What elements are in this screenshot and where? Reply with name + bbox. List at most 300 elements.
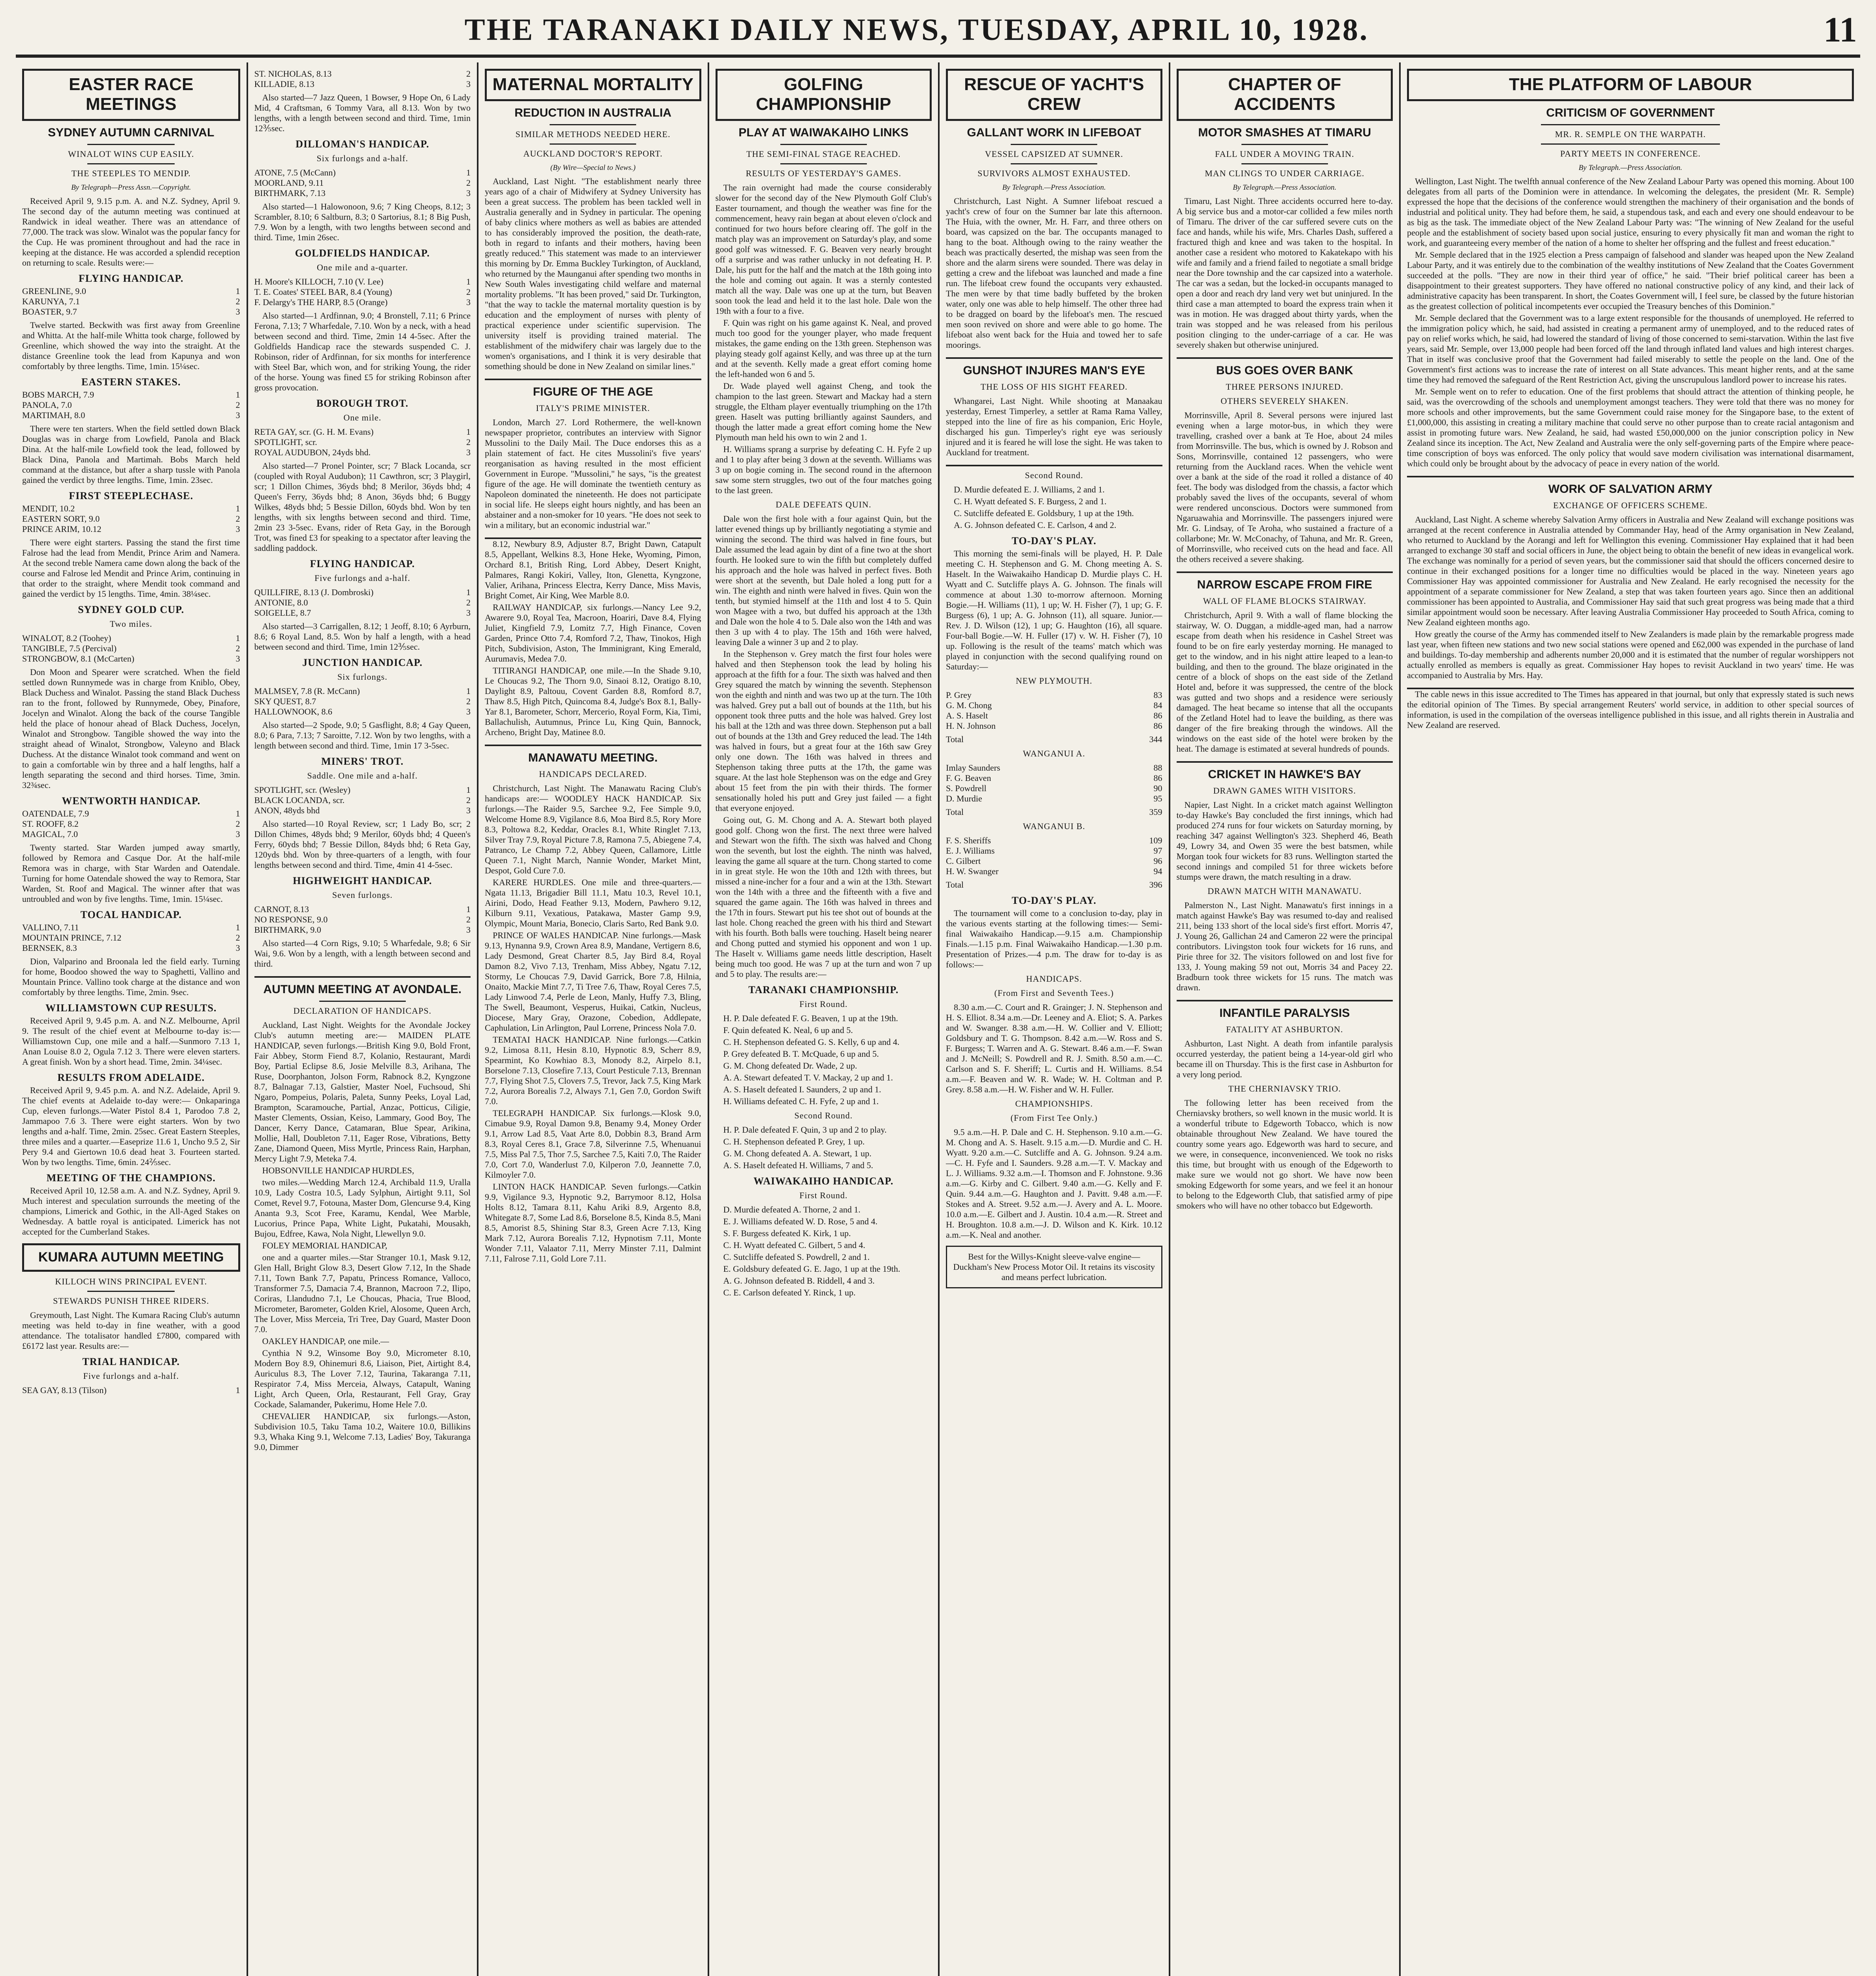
result-place: 2 xyxy=(466,178,471,188)
race-heading: JUNCTION HANDICAP. xyxy=(302,657,423,668)
result-place: 3 xyxy=(235,654,240,664)
result-row xyxy=(22,400,240,410)
result-name: F. S. Sheriffs xyxy=(946,835,991,845)
result-name: C. Gilbert xyxy=(946,856,981,866)
section-heading: TARANAKI CHAMPIONSHIP. xyxy=(748,984,899,996)
race-distance: Seven furlongs. xyxy=(332,890,393,900)
result-name: ATONE, 7.5 (McCann) xyxy=(254,168,336,177)
result-row xyxy=(254,914,471,925)
result-name: D. Murdie xyxy=(946,794,982,803)
headline-figure-of-age: FIGURE OF THE AGE xyxy=(533,385,653,398)
result-name: G. M. Chong xyxy=(946,700,992,710)
newspaper-page xyxy=(16,62,1860,1976)
result-place: 88 xyxy=(1153,763,1162,773)
result-row xyxy=(22,829,240,839)
race-heading: DILLOMAN'S HANDICAP. xyxy=(296,138,429,150)
race-results xyxy=(254,587,471,618)
result-place: 1 xyxy=(235,503,240,513)
team-heading: WANGANUI A. xyxy=(1023,749,1085,758)
result-name: BOASTER, 9.7 xyxy=(22,307,77,317)
paragraph: Twenty started. Star Warden jumped away smartly, followed by Remora and Casque Dor. At the half-mile Remora was in charge, with Star Warden and Oatendale. Turning for home Oatendale showed the way to Remora, Star Warden, St. Roof and Magical. The winner after that was untroubled and won by five lengths. Time, 1min. 15¼sec. xyxy=(22,843,240,904)
result-name: BIRTHMARK, 9.0 xyxy=(254,925,321,935)
list-item: E. Goldsbury defeated G. E. Jago, 1 up at the 19th. xyxy=(723,1264,900,1274)
paragraph: There were ten starters. When the field settled down Black Douglas was in charge from Lowfield, Panola and Black Dina. At the half-mile Lowfield took the lead, followed by Black Dina, Panola and Martimah. Bobs March held command at the distance, but after a sharp tussle with Panola gained the verdict by three lengths. Time, 1min. 23sec. xyxy=(22,424,240,485)
paragraph: F. Quin was right on his game against K. Neal, and proved much too good for the younger player, who made frequent mistakes, the game ending on the 13th green. Stephenson was playing steady golf against Kelly, and was three up at the turn and at the seventh. Kelly made a great effort coming home the left-handed won 6 and 5. xyxy=(715,318,932,379)
result-row xyxy=(254,785,471,795)
race-results xyxy=(22,390,240,420)
team-heading: NEW PLYMOUTH. xyxy=(1015,676,1092,686)
paragraph: Greymouth, Last Night. The Kumara Racing Club's autumn meeting was held to-day in fine weather, with a good attendance. The totalisator handled £7800, compared with £6172 last year. Results are:— xyxy=(22,1310,240,1351)
divider xyxy=(1241,144,1328,145)
result-row xyxy=(946,700,1162,711)
result-name: EASTERN SORT, 9.0 xyxy=(22,514,100,524)
result-name: PRINCE ARIM, 10.12 xyxy=(22,524,102,534)
result-row xyxy=(946,794,1162,804)
paragraph: There were eight starters. Passing the stand the first time Falrose had the lead from Mendit, Prince Arim and Namera. At the second treble Namera came down along the back of the course and Falrose led Mendit and Prince Arim, continuing in that order to the straight, where Mendit took command and gained the verdict by 15 lengths. Time, 4min. 38¼sec. xyxy=(22,537,240,599)
subhead: REDUCTION IN AUSTRALIA xyxy=(514,106,672,119)
result-row xyxy=(946,763,1162,773)
divider xyxy=(87,163,175,164)
list-item: C. H. Wyatt defeated S. F. Burgess, 2 and 1. xyxy=(954,496,1107,506)
paragraph: Morrinsville, April 8. Several persons were injured last evening when a large motor-bus, in which they were travelling, crashed over a bank at Te Hoe, about 24 miles from Morrinsville. The bus, which is owned by J. Robson and Sons, Morrinsville, contained 12 passengers, who were returning from the Auckland races. When the vehicle went over a bank at the side of the road it rolled a distance of 40 feet. The body was dislodged from the chassis, a factor which probably saved the lives of the occupants, several of whom were rendered unconscious. Doctors were summoned from Ngaruawahia and Morrinsville. The passengers injured were Mr. G. Lindsay, of Te Aroha, who sustained a fracture of a collarbone; Mr. W. McConachy, of Tahuna, and Mr. R. Green, of Morrinsville, who received cuts on the head and face. All the others received a severe shaking. xyxy=(1176,410,1393,564)
byline: By Telegraph.—Press Association. xyxy=(1002,183,1106,192)
result-place: 2 xyxy=(235,933,240,943)
race-results xyxy=(254,69,471,89)
byline: (By Wire—Special to News.) xyxy=(550,164,636,172)
column-7 xyxy=(1399,62,1860,1976)
paragraph: LINTON HACK HANDICAP. Seven furlongs.—Catkin 9.9, Vigilance 9.3, Hypnotic 9.2, Barrymoor 8.12, Holsa Holts 8.12, Tamara 8.11, Kahu Ariki 8.9, Argento 8.8, Whitegate 8.7, Some Lad 8.6, Borselone 8.5, Kinda 8.5, Mani 8.5, Amorist 8.5, Shining Star 8.3, Green Acre 7.13, King Mark 7.12, Aurora Borealis 7.12, Hypnotism 7.11, Monte Wonder 7.11, Valaator 7.11, Merry Minster 7.11, Dalmint 7.11, Falrose 7.11, Gold Lore 7.11. xyxy=(485,1182,701,1263)
paragraph: two miles.—Wedding March 12.4, Archibald 11.9, Uralla 10.9, Lady Costra 10.5, Lady Sylphun, Airtight 9.11, Sol Comet, Revel 9.7, Fotouna, Master Dom, Glencurse 9.4, King Ananta 9.3, Scot Free, Karamu, Kendal, Wee Marble, Lucorius, Prince Papa, White Light, Pukatahi, Mousakh, Bujou, Edfree, Kawa, Nola Night, Llewellyn 9.0. xyxy=(254,1177,471,1239)
race-results xyxy=(22,809,240,839)
result-place: 359 xyxy=(1149,807,1162,817)
result-row xyxy=(254,805,471,816)
paragraph: Auckland, Last Night. "The establishment nearly three years ago of a chair of Midwifery at Sydney University has been a great success. The problem has been tackled well in Australia generally and in Sydney in particular. The opening of baby clinics where mothers as well as babies are attended to has considerably improved the position, the death-rate, both in regard to infants and their mothers, having been greatly reduced." This statement was made to an interviewer this morning by Dr. Emma Buckley Turkington, of Auckland, who returned by the Maunganui after spending two months in New South Wales investigating child welfare and maternal mortality problems. "It has been proved," said Dr. Turkington, "that the way to tackle the maternal mortality question is by education and the employment of nurses with plenty of practical experience under scientific supervision. The university itself is providing trained material. The establishment of the midwifery chair was largely due to the women's organisations, and I think it is very desirable that something should be done in New Zealand on similar lines." xyxy=(485,176,701,371)
result-row xyxy=(22,933,240,943)
column-6 xyxy=(1169,62,1399,1976)
column-5 xyxy=(938,62,1169,1976)
subhead: FATALITY AT ASHBURTON. xyxy=(1226,1024,1343,1034)
result-row xyxy=(946,711,1162,721)
subhead: DRAWN GAMES WITH VISITORS. xyxy=(1213,786,1356,796)
result-name: WINALOT, 8.2 (Toohey) xyxy=(22,633,111,643)
result-row xyxy=(254,795,471,805)
round-heading: Second Round. xyxy=(1025,470,1083,480)
list-item: F. Quin defeated K. Neal, 6 up and 5. xyxy=(723,1025,853,1035)
result-place: 1 xyxy=(235,809,240,818)
result-name: H. W. Swanger xyxy=(946,866,999,876)
result-place: 109 xyxy=(1149,835,1162,845)
divider xyxy=(1177,1000,1393,1001)
list-item: A. A. Stewart defeated T. V. Mackay, 2 up and 1. xyxy=(723,1073,893,1082)
divider xyxy=(1177,761,1393,763)
result-place: 1 xyxy=(235,922,240,932)
list-item: G. M. Chong defeated A. A. Stewart, 1 up. xyxy=(723,1148,872,1158)
paragraph: TEMATAI HACK HANDICAP. Nine furlongs.—Catkin 9.2, Limosa 8.11, Hesin 8.10, Hypnotic 8.9, Scherr 8.9, Spearmint, Ko Kowhiao 8.3, Monody 8.2, Airpelo 8.1, Borselone 7.13, Closefire 7.13, Court Pesticule 7.13, Brennan 7.7, Flying Shot 7.5, Clovers 7.5, Trevor, Jack 7.5, King Mark 7.2, Aurora Borealis 7.2, Always 7.1, Gen 7.0, Gordon Swift 7.0. xyxy=(485,1035,701,1106)
paragraph: TELEGRAPH HANDICAP. Six furlongs.—Klosk 9.0, Cimabue 9.9, Royal Damon 9.8, Benamy 9.4, Money Order 9.1, Arrow Lad 8.5, Vaat Arte 8.0, Dobbin 8.3, Brand Arm 8.3, Royal Ceres 8.1, Grace 7.8, Silverinne 7.5, Whenuanui 7.5, Miss Pal 7.5, Thor 7.5, Sarchee 7.5, Kaiti 7.0, The Raider 7.0, Cort 7.0, Wanderlust 7.0, Kilperon 7.0, Jeannette 7.0, Kilmoyler 7.0. xyxy=(485,1108,701,1180)
result-row xyxy=(946,773,1162,783)
result-place: 3 xyxy=(235,524,240,534)
race-heading: FLYING HANDICAP. xyxy=(310,558,415,569)
result-name: A. S. Haselt xyxy=(946,711,988,720)
headline-fire: NARROW ESCAPE FROM FIRE xyxy=(1197,578,1372,591)
list-item: H. P. Dale defeated F. G. Beaven, 1 up at the 19th. xyxy=(723,1013,898,1023)
paragraph: one and a quarter miles.—Star Stranger 10.1, Mask 9.12, Glen Hall, Bright Glow 8.3, Desert Glow 7.12, In the Shade 7.11, Town Bank 7.7, Papatu, Princess Romance, Valloco, Transformer 7.5, Damacia 7.4, Brannon, Macroon 7.2, Ilipo, Coriras, Llandudno 7.1, Le Choucas, Phacia, True Blood, Micrometer, Barometer, Golden Kriel, Alosome, Queen Arch, The Lover, Miss Merceia, Tri Tree, Day Guard, Master Doon 7.0. xyxy=(254,1252,471,1334)
result-row xyxy=(254,178,471,188)
list-item: H. Williams defeated C. H. Fyfe, 2 up and 1. xyxy=(723,1096,879,1106)
result-name: QUILLFIRE, 8.13 (J. Dombroski) xyxy=(254,587,374,597)
headline-salvation-army: WORK OF SALVATION ARMY xyxy=(1548,483,1713,496)
result-place: 2 xyxy=(466,437,471,447)
race-distance: Six furlongs and a-half. xyxy=(316,153,409,163)
divider xyxy=(1407,476,1854,477)
race-distance: Five furlongs and a-half. xyxy=(83,1371,179,1381)
race-heading: RESULTS FROM ADELAIDE. xyxy=(57,1072,205,1083)
list-item: D. Murdie defeated E. J. Williams, 2 and 1. xyxy=(954,485,1105,494)
team-scores xyxy=(946,690,1162,731)
result-name: MOORLAND, 9.11 xyxy=(254,178,324,188)
result-place: 3 xyxy=(466,447,471,457)
subhead: THREE PERSONS INJURED. xyxy=(1226,382,1344,392)
list-item: C. H. Wyatt defeated C. Gilbert, 5 and 4. xyxy=(723,1240,865,1250)
subhead: ITALY'S PRIME MINISTER. xyxy=(536,403,650,413)
headline-kumara: KUMARA AUTUMN MEETING xyxy=(22,1243,240,1272)
result-name: ANTONIE, 8.0 xyxy=(254,598,308,607)
paragraph: Received April 9, 9.45 p.m. A. and N.Z. Adelaide, April 9. The chief events at Adelaide to-day were:— Onkaparinga Cup, eleven furlongs.—Water Pistol 8.4 1, Parodoo 7.8 2, Jammapoo 7.6 3. There were eight starters. Won by two lengths and a-half. Time, 2min. 25sec. Great Eastern Steeples, three miles and a quarter.—Easeprize 11.6 1, Uncho 9.5 2, Sir Pery 9.4 and Giertown 10.6 dead heat 3. Fourteen started. Won by two lengths. Time, 6min. 24⅖sec. xyxy=(22,1085,240,1167)
subhead: HANDICAPS DECLARED. xyxy=(539,769,647,779)
paragraph: Going out, G. M. Chong and A. A. Stewart both played good golf. Chong won the first. The next three were halved and Stewart won the fifth. The sixth was halved and Chong won the seventh, but lost the eighth. The ninth was halved, leaving the game all square at the turn. Chong started to come in in great style. He won the 10th and 12th with threes, but missed a nine-incher for a four and a win at the 13th. Stewart won the 14th with a three and the fifteenth with a five and squared the game again. The 16th was halved in threes and the 17th in fours. Stewart put his tee shot out of bounds at the last hole. Chong reached the green with his third and Stewart with his fourth. Both balls were touching. Haselt being nearer and Chong putted and stymied his opponent and won 1 up. The Haselt v. Williams game needs little description, Haselt being much too good. He was 7 up at the turn and won 7 up and 5 to play. The results are:— xyxy=(715,815,932,979)
result-row xyxy=(254,696,471,707)
paragraph: Received April 9, 9.15 p.m. A. and N.Z. Sydney, April 9. The second day of the autumn meeting was continued at Randwick in ideal weather. There was an attendance of 77,000. The track was slow. Winalot was the popular fancy for the Cup. He was prominent throughout and had the race in keeping at the distance. He was accorded a splendid reception on returning to scale. Results were:— xyxy=(22,196,240,268)
result-place: 2 xyxy=(235,819,240,829)
paragraph: In the Stephenson v. Grey match the first four holes were halved and then Stephenson took the lead by holing his approach at the fifth for a four. The sixth was halved and then Grey squared the match by winning the seventh. Stephenson won the eighth and ninth and was two up at the turn. The 10th was halved. Grey put a ball out of bounds at the 11th, but his opponent took three putts and the hole was halved. Grey lost his ball at the 12th and was three down. Stephenson put a ball out of bounds at the 13th and Grey reduced the lead. The 14th was halved in fours, but a great four at the 16th saw Grey only one down. The 16th was halved in threes and Stephenson taking three putts at the 17th, the game was square. At the last hole Stephenson was on the edge and Grey about 15 feet from the pin with their thirds. The former sensationally holed his putt and Grey just failed — a fight that everyone enjoyed. xyxy=(715,649,932,813)
result-name: ROYAL AUDUBON, 24yds bhd. xyxy=(254,447,371,457)
subhead: AUCKLAND DOCTOR'S REPORT. xyxy=(523,149,663,158)
result-row xyxy=(22,307,240,317)
headline-manawatu: MANAWATU MEETING. xyxy=(528,751,658,764)
section-heading: HANDICAPS. xyxy=(1026,974,1082,984)
result-name: RETA GAY, scr. (G. H. M. Evans) xyxy=(254,427,374,437)
team-scores xyxy=(946,835,1162,877)
result-row xyxy=(254,707,471,717)
result-place: 1 xyxy=(235,1385,240,1395)
list-item: C. E. Carlson defeated Y. Rinck, 1 up. xyxy=(723,1288,856,1297)
paragraph: PRINCE OF WALES HANDICAP. Nine furlongs.—Mask 9.13, Hynanna 9.9, Crown Area 8.9, Mandane, Vertigern 8.6, Lady Desmond, Great Charter 8.5, Jay Bird 8.4, Royal Damon 8.2, Vivo 7.13, Trenham, Miss Abbey, Ngatu 7.12, Stormy, Le Choucas 7.9, David Garrick, Bore 7.8, Hilnia, Onaito, Mackie Mint 7.7, Ti Tree 7.6, Thaw, Royal Ceres 7.5, Lady Linwood 7.4, Perle de Leon, Manly, Huffy 7.3, Bling, The Swell, Beaumont, Vesperus, Huikai, Catkin, Nucleus, Diocese, Mary Gray, Orazone, Cobedion, Addlepate, Caphulation, Lin Arlington, Paul Lorrene, Princess Nola 7.0. xyxy=(485,930,701,1033)
headline-easter-race: EASTER RACE MEETINGS xyxy=(22,69,240,121)
result-place: 97 xyxy=(1153,846,1162,856)
race-results xyxy=(254,785,471,816)
section-heading: TO-DAY'S PLAY. xyxy=(1011,535,1096,547)
divider xyxy=(946,357,1162,359)
result-row xyxy=(22,524,240,534)
divider xyxy=(485,379,701,380)
list-item: C. H. Stephenson defeated G. S. Kelly, 6 up and 4. xyxy=(723,1037,900,1047)
paragraph: Timaru, Last Night. Three accidents occurred here to-day. A big service bus and a motor-car collided a few miles north of Timaru. The driver of the car suffered severe cuts on the face and hands, while his wife, Mrs. Charles Dash, suffered a fractured thigh and knee and was taken to the hospital. In another case a resident who motored to Kakatekapo with his wife and family and a friend failed to negotiate a small bridge near the Dore township and the car capsized into a waterhole. The car was a sedan, but the locked-in occupants managed to open a door and reach dry land very wet but uninjured. In the third case a man attempted to board the express train when it was in motion. He was dragged about thirty yards, when the train was stopped and he was released from his perilous position clinging to the under-carriage of a car. He was severely shaken but otherwise uninjured. xyxy=(1176,196,1393,350)
paragraph: Cynthia N 9.2, Winsome Boy 9.0, Micrometer 8.10, Modern Boy 8.9, Ohinemuri 8.6, Liaison, Piet, Airtight 8.4, Auriculus 8.3, The Lover 7.12, Taurina, Takaranga 7.11, Respirator 7.4, Miss Merceia, Always, Catapult, Waning Light, Arch Queen, Orla, Restaurant, Fell Gray, Gray Cockade, Salamander, Pukerimu, Home Hele 7.0. xyxy=(254,1348,471,1409)
result-place: 1 xyxy=(466,686,471,696)
team-total xyxy=(946,880,1162,890)
paragraph: TITIRANGI HANDICAP, one mile.—In the Shade 9.10, Le Choucas 9.2, The Thorn 9.0, Sinaoi 8.12, Oratigo 8.10, Daylight 8.9, Paltouu, Covent Garden 8.8, Romford 8.7, Thaw 8.5, High Pitch, Quincoma 8.4, Judge's Box 8.1, Bally-Yar 8.1, Barometer, Schorr, Mercerio, Royal Form, Kia, Timi, Ballachulish, Autumnus, Prince Lu, King Quin, Bannock, Archeno, Bright Day, Matinee 8.0. xyxy=(485,666,701,737)
result-row xyxy=(946,846,1162,856)
result-name: SKY QUEST, 8.7 xyxy=(254,696,316,706)
race-heading: FLYING HANDICAP. xyxy=(79,273,184,284)
result-name: Total xyxy=(946,734,964,744)
headline-avondale: AUTUMN MEETING AT AVONDALE. xyxy=(263,983,462,996)
race-distance: Two miles. xyxy=(110,619,153,629)
divider xyxy=(254,976,471,978)
result-name: GREENLINE, 9.0 xyxy=(22,286,86,296)
result-place: 2 xyxy=(466,598,471,607)
newspaper-title: THE TARANAKI DAILY NEWS, TUESDAY, APRIL 10, 1928. xyxy=(464,12,1369,47)
result-name: S. Powdrell xyxy=(946,783,987,793)
team-total xyxy=(946,734,1162,745)
race-heading: HOBSONVILLE HANDICAP HURDLES, xyxy=(262,1165,414,1175)
result-name: MARTIMAH, 8.0 xyxy=(22,410,85,420)
result-name: SOIGELLE, 8.7 xyxy=(254,608,311,618)
paragraph: Also started—3 Carrigallen, 8.12; 1 Jeoff, 8.10; 6 Ayrburn, 8.6; 6 Royal Land, 8.5. Won by half a length, with a head between second and third. Time, 1min 12⅗sec. xyxy=(254,621,471,652)
subhead: KILLOCH WINS PRINCIPAL EVENT. xyxy=(55,1276,207,1286)
result-row xyxy=(22,943,240,953)
race-heading: WENTWORTH HANDICAP. xyxy=(62,795,201,807)
race-results xyxy=(22,503,240,534)
list-item: A. G. Johnson defeated C. E. Carlson, 4 and 2. xyxy=(954,520,1117,530)
result-row xyxy=(254,277,471,287)
match-list xyxy=(946,485,1162,530)
race-results xyxy=(22,1385,240,1395)
divider xyxy=(1177,357,1393,359)
result-name: T. E. Coates' STEEL BAR, 8.4 (Young) xyxy=(254,287,392,297)
subhead: THE SEMI-FINAL STAGE REACHED. xyxy=(746,149,901,159)
subhead: WINALOT WINS CUP EASILY. xyxy=(68,149,194,159)
result-name: OATENDALE, 7.9 xyxy=(22,809,89,818)
column-2 xyxy=(247,62,477,1976)
divider xyxy=(780,144,867,145)
race-results xyxy=(254,168,471,198)
subhead: DECLARATION OF HANDICAPS. xyxy=(293,1006,432,1016)
result-place: 2 xyxy=(466,795,471,805)
result-name: SEA GAY, 8.13 (Tilson) xyxy=(22,1385,107,1395)
result-place: 94 xyxy=(1153,866,1162,876)
subhead: GALLANT WORK IN LIFEBOAT xyxy=(967,126,1141,139)
result-row xyxy=(22,819,240,829)
result-place: 396 xyxy=(1149,880,1162,890)
match-list xyxy=(716,1205,932,1298)
result-place: 2 xyxy=(466,287,471,297)
page-number: 11 xyxy=(1823,10,1857,49)
paragraph: Mr. Semple declared that the Government was to a large extent responsible for the thousands of unemployed. He referred to the immigration policy which, he said, had assisted in creating a permanent army of unemployed, and to the reduced rates of pay on relief works which, he said, had lowered the standard of living of those concerned to semi-starvation. Within the last five years, said Mr. Semple, over 13,000 people had been forced off the land through inflated land values and high interest charges. That in itself was conclusive proof that the Government had failed miserably to settle the people on the land. One of the Government's first actions was to increase the rate of interest on all State advances. This meant higher rents, and at the same time they had removed the safeguard of the Rent Restriction Act, giving the unscrupulous landlord power to increase his rates. xyxy=(1407,313,1854,385)
result-row xyxy=(254,287,471,297)
race-results xyxy=(22,633,240,664)
subhead: (From First Tee Only.) xyxy=(1010,1113,1098,1123)
result-place: 1 xyxy=(235,633,240,643)
subhead: SIMILAR METHODS NEEDED HERE. xyxy=(515,129,671,139)
paragraph: 8.12, Newbury 8.9, Adjuster 8.7, Bright Dawn, Catapult 8.5, Appellant, Welkins 8.3, Hone Heke, Wyoming, Pimon, Orchard 8.1, British Ring, Lord Abbey, Desert Knight, Palmares, Rangi Kokiri, Valley, Iton, Glenetta, Kyngzone, Valier, Arihana, Princess Electra, Kerry Dance, Miss Mavis, Bright Comet, Air King, Wee Marble 8.0. xyxy=(485,539,701,600)
list-item: P. Grey defeated B. T. McQuade, 6 up and 5. xyxy=(723,1049,879,1059)
result-name: KILLADIE, 8.13 xyxy=(254,79,315,89)
race-heading: MEETING OF THE CHAMPIONS. xyxy=(46,1172,216,1184)
subhead: RESULTS OF YESTERDAY'S GAMES. xyxy=(746,168,902,178)
divider xyxy=(485,745,701,746)
result-row xyxy=(22,922,240,933)
result-name: Total xyxy=(946,880,964,890)
race-heading: BOROUGH TROT. xyxy=(316,398,409,409)
paragraph: Also started—1 Ardfinnan, 9.0; 4 Bronstell, 7.11; 6 Prince Ferona, 7.13; 7 Wharfedale, 7.10. Won by a neck, with a head between second and third. Time, 2min 14 4-5sec. After the Goldfields Handicap race the stewards suspended C. J. Robinson, rider of Ardfinnan, for six months for interference with Steel Bar, which won, and for striking Young, the rider of the horse. Young was fined £5 for striking Robinson after gross provocation. xyxy=(254,311,471,392)
subhead: THE STEEPLES TO MENDIP. xyxy=(71,168,191,178)
race-heading: GOLDFIELDS HANDICAP. xyxy=(295,247,430,259)
result-row xyxy=(254,925,471,935)
paragraph: Received April 9, 9.45 p.m. A. and N.Z. Melbourne, April 9. The result of the chief event at Melbourne to-day is:— Williamstown Cup, one mile and a half.—Sunmoro 7.13 1, Anan Louise 8.0 2, Ogula 7.12 3. There were eleven starters. A great finish. Won by a short head. Time, 2min. 34¼sec. xyxy=(22,1016,240,1067)
result-place: 2 xyxy=(466,696,471,706)
race-results xyxy=(22,286,240,317)
masthead xyxy=(24,8,1857,51)
byline: By Telegraph.—Press Association. xyxy=(1233,183,1337,192)
paragraph: How greatly the course of the Army has commended itself to New Zealanders is made plain by the remarkable progress made last year, when fifteen new stations and two new social stations were opened and £62,000 was expended in the purchase of land and buildings. To-day membership and adherents number 20,000 and it is estimated that the number of regular worshippers not actually enrolled as members is equally as great. Commissioner Hay hopes to revisit Auckland in two years' time. He was accompanied to Australia by Mrs. Hay. xyxy=(1407,629,1854,680)
result-place: 1 xyxy=(466,168,471,177)
result-row xyxy=(254,904,471,914)
result-name: F. Delargy's THE HARP, 8.5 (Orange) xyxy=(254,297,388,307)
match-list xyxy=(716,1013,932,1107)
section-heading: WAIWAKAIHO HANDICAP. xyxy=(753,1175,894,1187)
paragraph: Twelve started. Beckwith was first away from Greenline and Whitta. At the half-mile Whitta took charge, followed by Greenline, which showed the way into the straight. At the distance Greenline took the lead from Kapunya and won comfortably by three lengths. Time, 1min. 15¼sec. xyxy=(22,320,240,371)
result-place: 1 xyxy=(235,390,240,400)
motor-oil-advertisement: Best for the Willys-Knight sleeve-valve engine—Duckham's New Process Motor Oil. It retains its viscosity and means perfect lubrication. xyxy=(946,1246,1162,1288)
headline-paralysis: INFANTILE PARALYSIS xyxy=(1219,1007,1350,1020)
result-row xyxy=(946,856,1162,866)
race-heading: FIRST STEEPLECHASE. xyxy=(69,490,194,502)
divider xyxy=(87,1291,175,1292)
result-row xyxy=(946,807,1162,817)
subhead: DALE DEFEATS QUIN. xyxy=(776,500,872,509)
list-item: E. J. Williams defeated W. D. Rose, 5 and 4. xyxy=(723,1216,878,1226)
subhead: SYDNEY AUTUMN CARNIVAL xyxy=(48,126,215,139)
divider xyxy=(1177,571,1393,573)
paragraph: Also started—7 Jazz Queen, 1 Bowser, 9 Hope On, 6 Lady Mid, 4 Craftsman, 6 Tommy Vara, all 8.13. Won by two lengths, with a length between second and third. Time, 1min 12⅗sec. xyxy=(254,92,471,133)
result-place: 83 xyxy=(1153,690,1162,700)
round-heading: First Round. xyxy=(799,1190,848,1200)
result-row xyxy=(22,643,240,654)
race-heading: TOCAL HANDICAP. xyxy=(80,909,182,920)
paragraph: The rain overnight had made the course considerably slower for the second day of the New Plymouth Golf Club's Easter tournament, and though the weather was fine for the commencement, heavy rain began at about eleven o'clock and continued for two hours before clearing off. The golf in the match play was an improvement on Saturday's play, and some good golf was witnessed. F. G. Beaven very nearly brought off a surprise and was rather unlucky in not defeating H. P. Dale, his putt for the half and the match at the 18th going into the hole and coming out again. It was a sternly contested match all the way. Dale was one up at the turn, but Beaven soon took the lead and held it to the last hole. Dale won the 19th with a four to a five. xyxy=(715,183,932,316)
race-heading: OAKLEY HANDICAP, one mile.— xyxy=(262,1336,389,1346)
divider xyxy=(1011,144,1097,145)
result-row xyxy=(22,809,240,819)
subhead: VESSEL CAPSIZED AT SUMNER. xyxy=(985,149,1123,159)
paragraph: Also started—1 Halowonoon, 9.6; 7 King Cheops, 8.12; 3 Scrambler, 8.10; 6 Saltburn, 8.3; 0 Sartorius, 8.1; 8 Big Push, 7.9. Won by a length, with two lengths between second and third. Time, 1min 26sec. xyxy=(254,202,471,242)
result-place: 1 xyxy=(466,785,471,795)
paragraph: The following letter has been received from the Cherniavsky brothers, so well known in the music world. It is a wonderful tribute to Edgeworth Tobacco, which is now obtainable throughout New Zealand. We have toured the country some years ago. Edgeworth was hard to secure, and we were, in consequence, inconvenienced. We took no risks this time, but brought with us enough of the Edgeworth to make sure we would not go short. We have now been smoking Edgeworth for some years, and we feel it an honour to belong to the Edgeworth Club, that satisfied army of pipe smokers who will have no other tobacco but Edgeworth. xyxy=(1176,1098,1393,1210)
round-heading: First Round. xyxy=(799,999,848,1009)
result-place: 86 xyxy=(1153,721,1162,731)
list-item: A. S. Haselt defeated H. Williams, 7 and 5. xyxy=(723,1160,873,1170)
paragraph: 9.5 a.m.—H. P. Dale and C. H. Stephenson. 9.10 a.m.—G. M. Chong and A. S. Haselt. 9.15 a.m.—D. Murdie and C. H. Wyatt. 9.20 a.m.—C. Sutcliffe and A. G. Johnson. 9.24 a.m.—C. H. Fyfe and I. Saunders. 9.28 a.m.—T. V. Mackay and L. J. Williams. 9.32 a.m.—I. Thomson and F. Johnstone. 9.36 a.m.—G. Kirby and C. Gilbert. 9.40 a.m.—G. Kelly and F. Quin. 9.44 a.m.—G. Haughton and J. Pavitt. 9.48 a.m.—F. Stokes and A. Street. 9.52 a.m.—J. Avery and A. L. Moore. 10.0 a.m.—E. Gilbert and J. Austin. 10.4 a.m.—R. Street and H. Broughton. 10.8 a.m.—J. D. Wilson and K. Kirk. 10.12 a.m.—K. Neal and another. xyxy=(946,1127,1162,1240)
subhead: WALL OF FLAME BLOCKS STAIRWAY. xyxy=(1203,596,1366,606)
paragraph: Mr. Semple went on to refer to education. One of the first problems that should attract the attention of thinking people, he said, was the overcrowding of the schools and unemployment amongst teachers. They were told that there was no money for more schools and other improvements, but the same Government could raise money for the Singapore base, to the extent of £1,000,000, this assisting in creating a military machine that could serve no other purpose than to create racial antagonism and assist in promoting future wars. New Zealand, he said, had wasted £50,000,000 on the junior conscription policy in New Zealand since its inception. The Act, New Zealand and Australia were the only self-governing parts of the Empire where peace-time conscription of boys was enforced. The only policy that would save modern civilisation was international disarmament, which could only be brought about by the advocacy of peace in every nation of the world. xyxy=(1407,387,1854,468)
headline-maternal-mortality: MATERNAL MORTALITY xyxy=(485,69,701,101)
paragraph: Auckland, Last Night. Weights for the Avondale Jockey Club's autumn meeting are:— MAIDEN PLATE HANDICAP, seven furlongs.—British King 9.0, Bold Front, Fair Abbey, Storm Fiend 8.7, Kolanio, Restaurant, Mardi Boy, Partial Eclipse 8.6, Josie Melville 8.3, Arihana, The Ruse, Doorphanton, Jolson Form, Rabnock 8.2, Kyngzone 8.7, Balnagar 7.13, Galstier, Master Noel, Fuchsoud, Shi Ngaro, Pompeius, Polaris, Paleta, Sunny Peeks, Loyal Lad, Brampton, Scaramouche, Partial, Anzac, Potticus, Ciligie, Master Clements, Ossian, Keiso, Lammary, Good Boy, The Dancer, Kerry Dance, Catamaran, Blue Spear, Arikina, Mollie, Hall, Doubleton 7.11, Eager Rose, Vibrations, Betty Zane, Diamond Queen, Miss Myrtle, Princess Rain, Harphan, Mercy Light 7.9, Meteka 7.4. xyxy=(254,1020,471,1163)
result-name: BOBS MARCH, 7.9 xyxy=(22,390,94,400)
result-place: 3 xyxy=(466,608,471,618)
masthead-rule xyxy=(16,55,1860,58)
headline-cricket: CRICKET IN HAWKE'S BAY xyxy=(1208,768,1362,781)
paragraph: Whangarei, Last Night. While shooting at Manaakau yesterday, Ernest Timperley, a settler at Rama Rama Valley, stepped into the line of fire as his companion, Eric Hoyle, discharged his gun. Timperley's right eye was seriously injured and it is feared he will lose the sight. He was taken to Auckland for treatment. xyxy=(946,396,1162,457)
paragraph: Also started—7 Pronel Pointer, scr; 7 Black Locanda, scr (coupled with Royal Audubon); 11 Cawthron, scr; 3 Playgirl, scr; 1 Dillon Chimes, 36yds bhd; 8 Merilor, 36yds bhd; 4 Queen's Ferry, 36yds bhd; 8 Anon, 36yds bhd; 6 Buggy Wilkes, 48yds bhd; 5 Bessie Dillon, 60yds bhd. Won by ten lengths, with six lengths between second and third. Time, 2min 23 3-5sec. Evans, rider of Reta Gay, in the Borough Trot, was fined £3 for speaking to a spectator after leaving the saddling paddock. xyxy=(254,461,471,553)
subhead: THE CHERNIAVSKY TRIO. xyxy=(1228,1084,1341,1094)
subhead: FALL UNDER A MOVING TRAIN. xyxy=(1215,149,1354,159)
race-heading: SYDNEY GOLD CUP. xyxy=(78,604,185,615)
subhead: OTHERS SEVERELY SHAKEN. xyxy=(1221,396,1349,406)
result-row xyxy=(22,286,240,296)
race-distance: Six furlongs. xyxy=(337,672,388,682)
result-place: 344 xyxy=(1149,734,1162,744)
paragraph: Dr. Wade played well against Cheng, and took the champion to the last green. Stewart and Mackay had a stern struggle, the Eltham player eventually triumphing on the 17th green. Haselt was putting brilliantly against Saunders, and though the latter made a great effort coming home the New Plymouth man held his own to win 2 and 1. xyxy=(715,381,932,442)
result-place: 1 xyxy=(235,286,240,296)
divider xyxy=(1541,143,1720,145)
list-item: A. G. Johnson defeated B. Riddell, 4 and 3. xyxy=(723,1276,875,1286)
result-place: 3 xyxy=(466,925,471,935)
result-name: MAGICAL, 7.0 xyxy=(22,829,78,839)
subhead: SURVIVORS ALMOST EXHAUSTED. xyxy=(978,168,1131,178)
paragraph: Wellington, Last Night. The twelfth annual conference of the New Zealand Labour Party was opened this morning. About 100 delegates from all parts of the Dominion were in attendance. In welcoming the delegates, the president (Mr. R. Semple) expressed the hope that the decisions of the conference would strengthen the machinery of their organisation and the bonds of industrial and political unity. They had before them, he said, a stupendous task, and each and every one should endeavour to be as big as the task. The immediate object of the New Zealand Labour Party was: "The winning of New Zealand for the useful people and the establishment of society based upon social justice, ensuring to every physically fit man and woman the right to work, and guaranteeing every member of the nation of a home to shelter her offspring and the fullest and freest education." xyxy=(1407,176,1854,248)
match-list xyxy=(716,1125,932,1171)
result-place: 2 xyxy=(466,914,471,924)
byline: By Telegraph—Press Assn.—Copyright. xyxy=(71,183,191,192)
result-place: 1 xyxy=(466,904,471,914)
result-place: 3 xyxy=(235,943,240,953)
result-row xyxy=(254,447,471,458)
paragraph: Mr. Semple declared that in the 1925 election a Press campaign of falsehood and slander was heaped upon the New Zealand Labour Party, and it was entirely due to the combination of the wealthy institutions of New Zealand that the Coates Government succeeded at the polls. "They are now in their third year of office," he said. "Their brief political career has been a disappointment to their greatest supporters. They have offered no national constructive policy of any kind, and their lack of administrative capacity has been transparent. In short, the Coates Government will, I feel sure, be classed by the future historian as the greatest collection of political incompetents ever occupied the Treasury benches of this Dominion." xyxy=(1407,250,1854,311)
result-name: MALMSEY, 7.8 (R. McCann) xyxy=(254,686,360,696)
result-name: ANON, 48yds bhd xyxy=(254,805,320,815)
paragraph: Christchurch, Last Night. A Sumner lifeboat rescued a yacht's crew of four on the Sumner bar late this afternoon. The Huia, with the owner, Mr. H. Farr, and three others on board, was capsized on the bar. The occupants managed to hang to the boat. Although owing to the rainy weather the beach was practically deserted, the mishap was seen from the shore and the alarm sirens were sounded. There was delay in getting a crew and the lifeboat was launched and made a fine run. The lifeboat crew found the occupants very exhausted. The men were by that time badly buffeted by the broken water, only one was able to help himself. The other three had to be dragged on board by the lifeboat's men. The rescued men soon revived on shore and were able to go home. The lifeboat also went back for the Huia and towed her to safe moorings. xyxy=(946,196,1162,350)
paragraph: Dale won the first hole with a four against Quin, but the latter evened things up by brilliantly negotiating a stymie and winning the second. The third was halved in fine fours, but Dale assumed the lead again by dint of a fine two at the short fourth. He looked sure to win the fifth but completely duffed his approach and the hole was halved in perfect fives. Both were short at the seventh, but Dale holed a long putt for a win. The eighth and ninth were halved in fives. Quin won the tenth, but stymied himself at the 11th and lost 4 to 5. Quin won Magee with a two, but duffed his approach at the 13th and Dale won the hole 4 to 5. Dale also won the 14th and was then 3 up with 4 to play. The 15th and 16th were halved, leaving Dale a winner 3 up and 2 to play. xyxy=(715,514,932,647)
result-name: SPOTLIGHT, scr. (Wesley) xyxy=(254,785,350,795)
divider xyxy=(1011,163,1097,164)
headline-golfing: GOLFING CHAMPIONSHIP xyxy=(716,69,932,121)
paragraph: Ashburton, Last Night. A death from infantile paralysis occurred yesterday, the patient being a 14-year-old girl who became ill on Thursday. This is the first case in Ashburton for a very long period. xyxy=(1176,1039,1393,1079)
result-name: CARNOT, 8.13 xyxy=(254,904,309,914)
race-heading: EASTERN STAKES. xyxy=(81,376,181,388)
result-row xyxy=(254,297,471,307)
race-heading: WILLIAMSTOWN CUP RESULTS. xyxy=(45,1002,217,1014)
race-heading: HIGHWEIGHT HANDICAP. xyxy=(293,875,432,886)
result-place: 3 xyxy=(235,829,240,839)
paragraph: Christchurch, April 9. With a wall of flame blocking the stairway, W. O. Duggan, a middle-aged man, had a narrow escape from death when his residence in Cashel Street was found to be on fire early yesterday morning. He managed to get to the window, and in his night attire leaped to a lean-to building, and then to the ground. The blaze originated in the centre of a block of shops on the east side of the Zetland Hotel and, before it was suppressed, the centre of the block was gutted and two shops and a residence were seriously damaged. The heat became so intense that all the occupants of the Zetland Hotel had to leave the building, as there was danger of the fire breaking through the windows. All the windows on the east side of the hotel were broken by the heat. The damage is estimated at several hundreds of pounds. xyxy=(1176,610,1393,754)
result-place: 2 xyxy=(235,643,240,653)
result-place: 2 xyxy=(235,296,240,306)
result-row xyxy=(946,880,1162,890)
race-distance: Five furlongs and a-half. xyxy=(315,573,411,583)
result-place: 1 xyxy=(466,427,471,437)
divider xyxy=(946,465,1162,466)
result-place: 3 xyxy=(235,410,240,420)
race-heading: TRIAL HANDICAP. xyxy=(82,1356,180,1367)
result-row xyxy=(22,410,240,420)
race-results xyxy=(254,904,471,935)
result-place: 3 xyxy=(466,297,471,307)
list-item: S. F. Burgess defeated K. Kirk, 1 up. xyxy=(723,1228,851,1238)
race-heading: MINERS' TROT. xyxy=(321,756,404,767)
result-row xyxy=(254,437,471,447)
result-row xyxy=(22,390,240,400)
team-total xyxy=(946,807,1162,817)
result-row xyxy=(254,69,471,79)
result-name: H. Moore's KILLOCH, 7.10 (V. Lee) xyxy=(254,277,384,287)
list-item: C. Sutcliffe defeated E. Goldsbury, 1 up at the 19th. xyxy=(954,508,1134,518)
subhead: PARTY MEETS IN CONFERENCE. xyxy=(1560,149,1701,158)
result-row xyxy=(254,598,471,608)
divider xyxy=(780,163,867,164)
list-item: A. S. Haselt defeated I. Saunders, 2 up and 1. xyxy=(723,1084,881,1094)
subhead: EXCHANGE OF OFFICERS SCHEME. xyxy=(1553,500,1708,510)
